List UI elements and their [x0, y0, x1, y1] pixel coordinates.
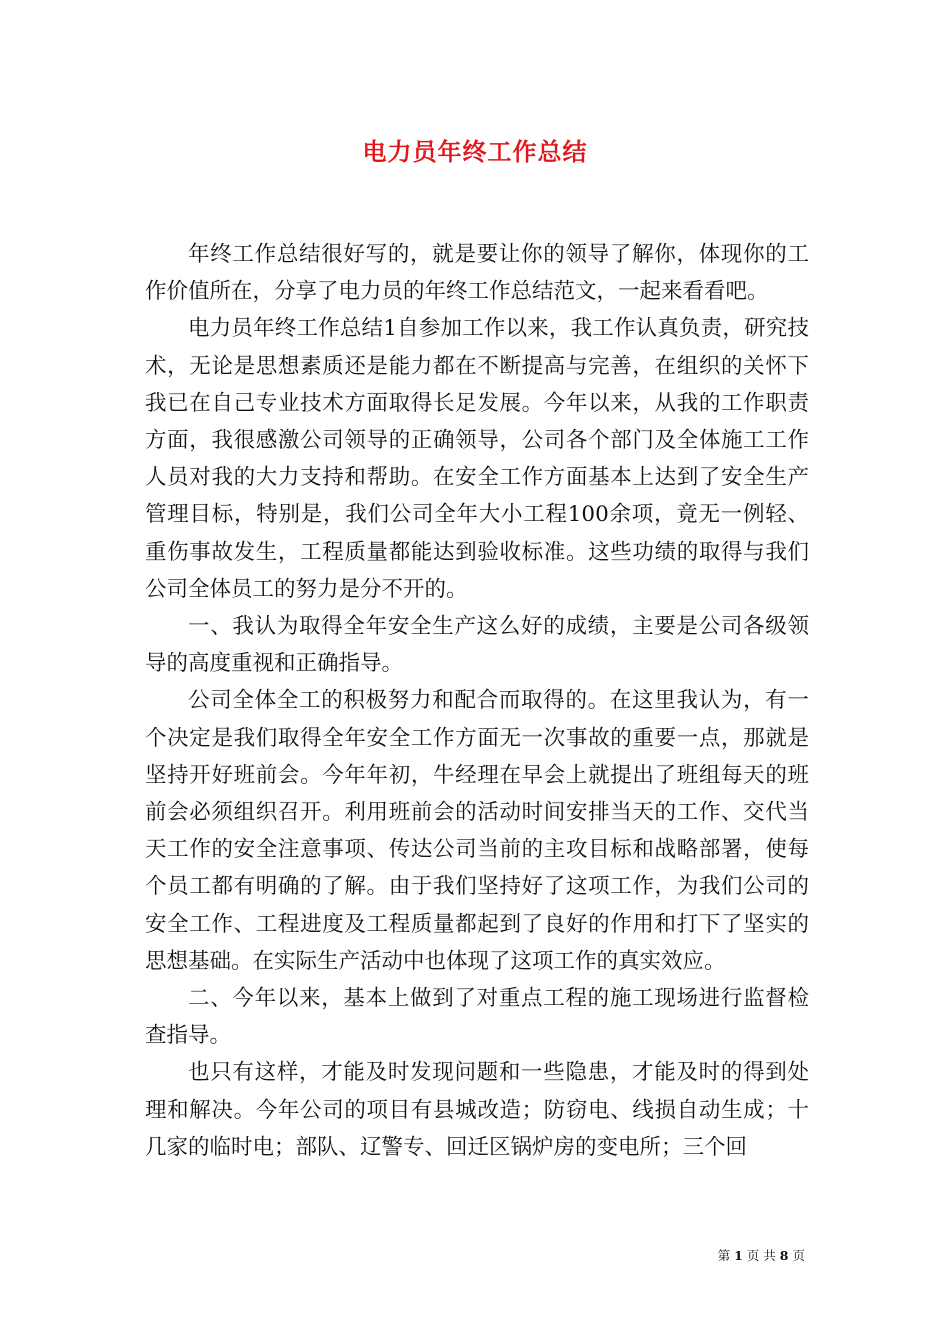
paragraph: 也只有这样，才能及时发现问题和一些隐患，才能及时的得到处理和解决。今年公司的项目有县城改造；防窃电、线损自动生成；十几家的临时电；部队、辽警专、回迁区锅炉房的变电所；三个回	[145, 1060, 809, 1160]
footer-suffix: 页	[792, 1248, 805, 1263]
footer-middle: 页 共	[746, 1248, 776, 1263]
paragraph: 二、今年以来，基本上做到了对重点工程的施工现场进行监督检查指导。	[145, 986, 809, 1049]
current-page-number: 1	[734, 1248, 743, 1263]
paragraph: 电力员年终工作总结1自参加工作以来，我工作认真负责，研究技术，无论是思想素质还是能力都在不断提高与完善，在组织的关怀下我已在自己专业技术方面取得长足发展。今年以来，从我的工作职责方面，我很感激公司领导的正确领导，公司各个部门及全体施工工作人员对我的大力支持和帮助。在安全工作方面基本上达到了安全生产管理目标，特别是，我们公司全年大小工程100余项，竟无一例轻、重伤事故发生，工程质量都能达到验收标准。这些功绩的取得与我们公司全体员工的努力是分不开的。	[145, 316, 809, 602]
paragraph: 公司全体全工的积极努力和配合而取得的。在这里我认为，有一个决定是我们取得全年安全工作方面无一次事故的重要一点，那就是坚持开好班前会。今年年初，牛经理在早会上就提出了班组每天的班前会必须组织召开。利用班前会的活动时间安排当天的工作、交代当天工作的安全注意事项、传达公司当前的主攻目标和战略部署，使每个员工都有明确的了解。由于我们坚持好了这项工作，为我们公司的安全工作、工程进度及工程质量都起到了良好的作用和打下了坚实的思想基础。在实际生产活动中也体现了这项工作的真实效应。	[145, 688, 809, 974]
document-title: 电力员年终工作总结	[362, 137, 588, 166]
footer-prefix: 第	[717, 1248, 731, 1263]
total-page-number: 8	[779, 1248, 789, 1263]
page-number-footer	[718, 1246, 805, 1264]
document-body	[145, 236, 809, 1166]
paragraph: 年终工作总结很好写的，就是要让你的领导了解你，体现你的工作价值所在，分享了电力员的年终工作总结范文，一起来看看吧。	[145, 242, 809, 305]
paragraph: 一、我认为取得全年安全生产这么好的成绩，主要是公司各级领导的高度重视和正确指导。	[145, 614, 809, 677]
